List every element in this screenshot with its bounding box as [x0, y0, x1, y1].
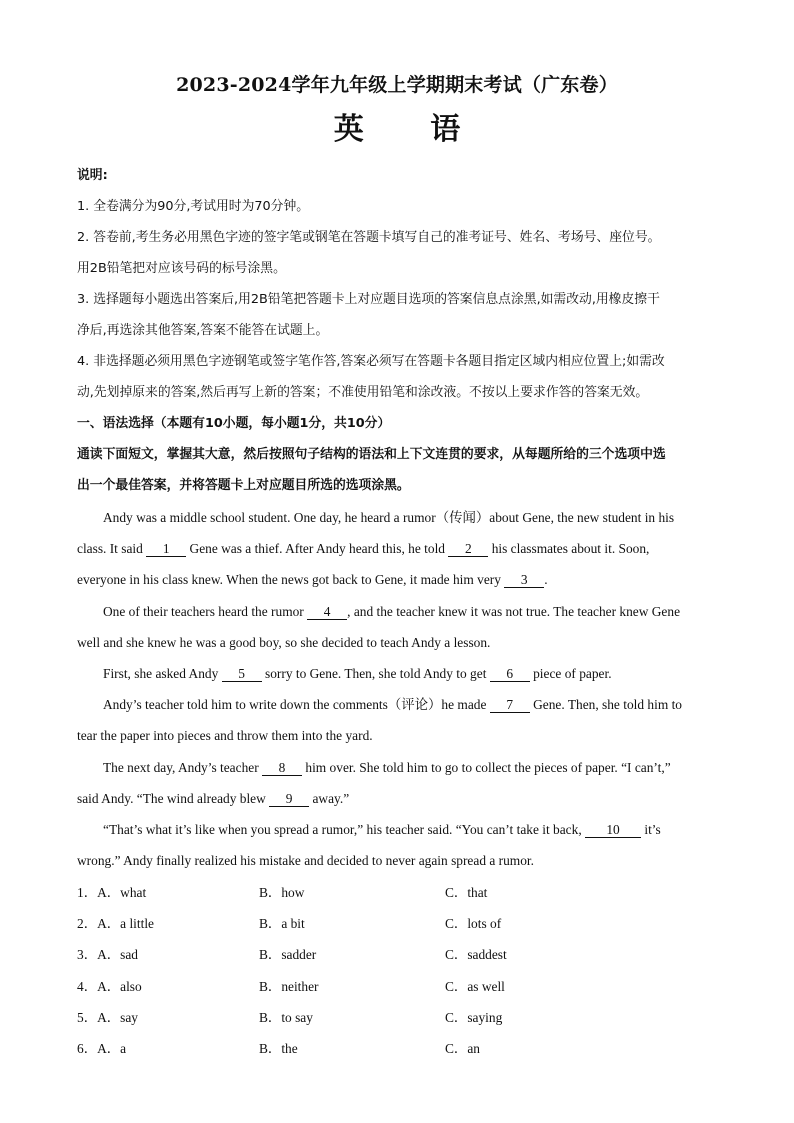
instruction-line: 3. 选择题每小题选出答案后,用2B铅笔把答题卡上对应题目选项的答案信息点涂黑,如需改动,用橡皮擦干: [77, 292, 660, 307]
exam-title: 2023-2024学年九年级上学期期末考试（广东卷）: [176, 74, 618, 96]
passage-line: “That’s what it’s like when you spread a rumor,” his teacher said. “You can’t take it back, 10 it’s: [103, 822, 661, 837]
option-c[interactable]: C．saying: [445, 1010, 503, 1025]
section-directions: 通读下面短文，掌握其大意，然后按照句子结构的语法和上下文连贯的要求，从每题所给的三个选项中选: [77, 447, 666, 462]
option-c[interactable]: C．as well: [445, 979, 505, 994]
instruction-line: 用2B铅笔把对应该号码的标号涂黑。: [77, 261, 286, 276]
option-b[interactable]: B．how: [259, 885, 305, 900]
option-a[interactable]: 3．A．sad: [77, 947, 138, 962]
option-a[interactable]: 5．A．say: [77, 1010, 138, 1025]
blank-10[interactable]: 10: [585, 823, 641, 838]
option-b[interactable]: B．to say: [259, 1010, 313, 1025]
instruction-line: 2. 答卷前,考生务必用黑色字迹的签字笔或钢笔在答题卡填写自己的准考证号、姓名、考场号、座位号。: [77, 230, 661, 245]
option-b[interactable]: B．sadder: [259, 947, 317, 962]
option-a[interactable]: 1．A．what: [77, 885, 147, 900]
subject-title: 英 语: [333, 112, 489, 147]
blank-1[interactable]: 1: [146, 542, 186, 557]
option-b[interactable]: B．a bit: [259, 916, 305, 931]
passage-line: Andy was a middle school student. One day, he heard a rumor（传闻）about Gene, the new student in his: [103, 510, 675, 525]
passage-line: said Andy. “The wind already blew 9 away.”: [77, 791, 350, 806]
passage-line: First, she asked Andy 5 sorry to Gene. Then, she told Andy to get 6 piece of paper.: [103, 666, 612, 681]
option-c[interactable]: C．lots of: [445, 916, 502, 931]
option-c[interactable]: C．saddest: [445, 947, 507, 962]
section-directions: 出一个最佳答案，并将答题卡上对应题目所选的选项涂黑。: [77, 478, 410, 493]
option-b[interactable]: B．neither: [259, 979, 319, 994]
option-c[interactable]: C．an: [445, 1041, 480, 1056]
blank-7[interactable]: 7: [490, 698, 530, 713]
passage-line: class. It said 1 Gene was a thief. After Andy heard this, he told 2 his classmates about it. Soon,: [77, 541, 650, 556]
blank-8[interactable]: 8: [262, 761, 302, 776]
blank-5[interactable]: 5: [222, 667, 262, 682]
passage-line: Andy’s teacher told him to write down the comments（评论）he made 7 Gene. Then, she told him to: [103, 697, 682, 712]
passage-line: wrong.” Andy finally realized his mistake and decided to never again spread a rumor.: [77, 853, 534, 868]
blank-9[interactable]: 9: [269, 792, 309, 807]
passage-line: One of their teachers heard the rumor 4 , and the teacher knew it was not true. The teacher knew Gene: [103, 604, 681, 619]
instruction-line: 4. 非选择题必须用黑色字迹钢笔或签字笔作答,答案必须写在答题卡各题目指定区域内相应位置上;如需改: [77, 354, 665, 369]
instruction-line: 1. 全卷满分为90分,考试用时为70分钟。: [77, 199, 310, 214]
blank-6[interactable]: 6: [490, 667, 530, 682]
option-a[interactable]: 4．A．also: [77, 979, 142, 994]
option-b[interactable]: B．the: [259, 1041, 298, 1056]
passage-line: The next day, Andy’s teacher 8 him over. She told him to go to collect the pieces of paper. “I can’t,”: [103, 760, 671, 775]
option-a[interactable]: 6．A．a: [77, 1041, 127, 1056]
instruction-line: 净后,再选涂其他答案,答案不能答在试题上。: [77, 323, 329, 338]
instruction-line: 动,先划掉原来的答案,然后再写上新的答案；不准使用铅笔和涂改液。不按以上要求作答的答案无效。: [77, 385, 649, 400]
section-heading: 一、语法选择（本题有10小题，每小题1分，共10分）: [77, 416, 391, 431]
instructions-heading: 说明:: [77, 168, 108, 183]
passage-line: well and she knew he was a good boy, so she decided to teach Andy a lesson.: [77, 635, 491, 650]
option-a[interactable]: 2．A．a little: [77, 916, 154, 931]
blank-3[interactable]: 3: [504, 573, 544, 588]
blank-4[interactable]: 4: [307, 605, 347, 620]
blank-2[interactable]: 2: [448, 542, 488, 557]
passage-line: everyone in his class knew. When the news got back to Gene, it made him very 3 .: [77, 572, 548, 587]
option-c[interactable]: C．that: [445, 885, 488, 900]
passage-line: tear the paper into pieces and throw them into the yard.: [77, 728, 373, 743]
